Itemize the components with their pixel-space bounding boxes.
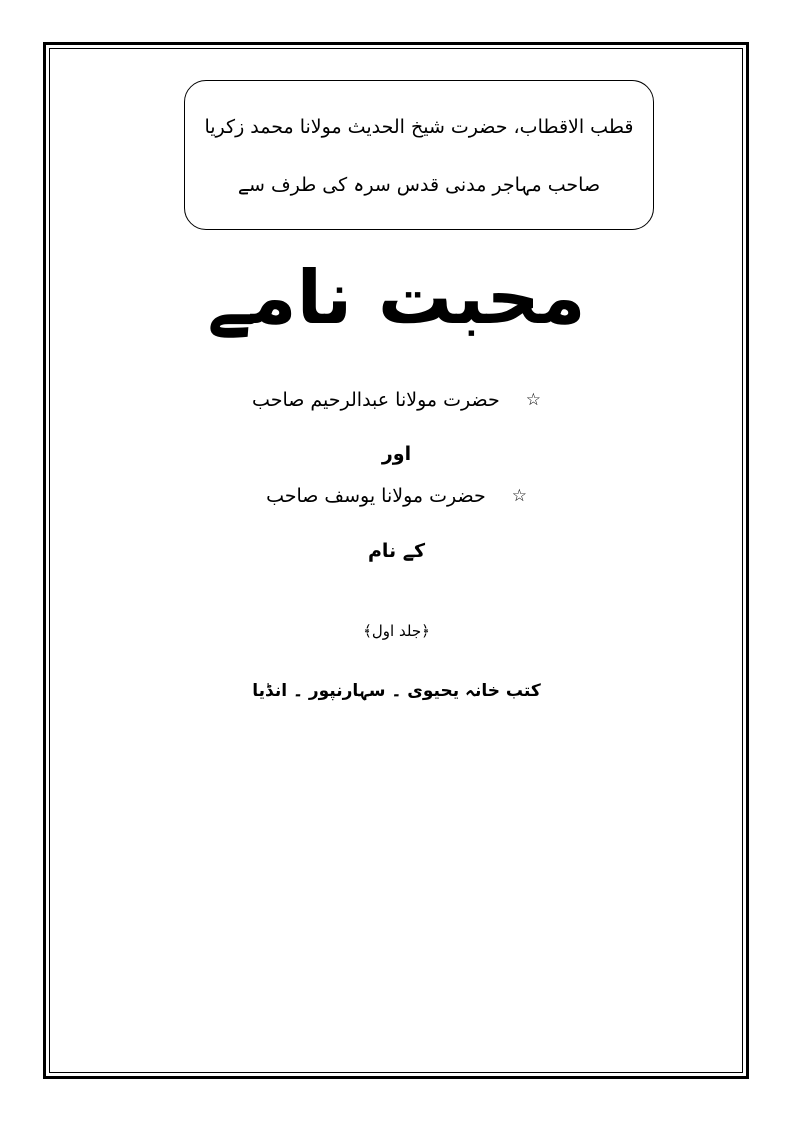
recipient-second-row	[0, 482, 793, 510]
header-box	[184, 80, 654, 230]
volume-label: ﴿جلد اول﴾	[363, 622, 430, 640]
header-line-2: صاحب مہاجر مدنی قدس سرہ کی طرف سے	[237, 174, 601, 196]
recipient-first: حضرت مولانا عبدالرحیم صاحب	[252, 389, 500, 411]
recipient-second: حضرت مولانا یوسف صاحب	[266, 485, 486, 507]
star-icon: ☆	[525, 390, 541, 410]
recipient-first-row	[0, 386, 793, 414]
book-title: محبت نامے	[207, 255, 586, 341]
recipient-conjunction: اور	[381, 443, 412, 465]
publisher-line: کتب خانہ یحیوی ۔ سہارنپور ۔ انڈیا	[252, 681, 541, 701]
star-icon: ☆	[511, 486, 527, 506]
header-line-1: قطب الاقطاب، حضرت شیخ الحدیث مولانا محمد زکریا	[204, 116, 634, 138]
recipient-suffix: کے نام	[368, 540, 425, 562]
